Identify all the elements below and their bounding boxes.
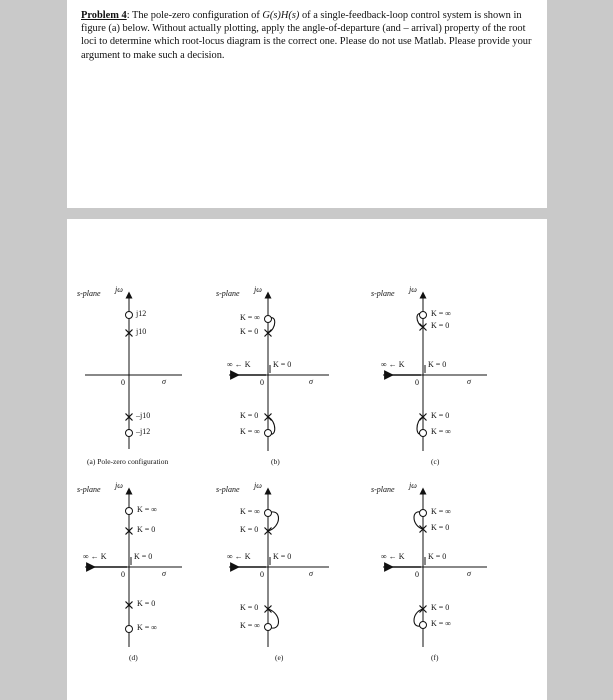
k-inf-lower-c: K = ∞ [431, 427, 451, 436]
caption-e: (e) [275, 653, 284, 662]
k-inf-upper-e: K = ∞ [240, 507, 260, 516]
k-zero-origin-c: K = 0 [428, 360, 447, 369]
k-zero-origin-e: K = 0 [273, 552, 292, 561]
k-inf-upper-c: K = ∞ [431, 309, 451, 318]
k-zero-upper-f: K = 0 [431, 523, 450, 532]
jw-label-c: jω [409, 285, 417, 294]
origin-label-b: 0 [260, 378, 264, 387]
origin-label-c: 0 [415, 378, 419, 387]
k-zero-upper-c: K = 0 [431, 321, 450, 330]
sigma-label-f: σ [467, 569, 471, 578]
origin-label-a: 0 [121, 378, 125, 387]
k-inf-lower-e: K = ∞ [240, 621, 260, 630]
k-inf-left-c: ∞ ← K [381, 360, 405, 369]
k-inf-upper-b: K = ∞ [240, 313, 260, 322]
origin-label-f: 0 [415, 570, 419, 579]
zero-upper-c [420, 312, 427, 319]
splane-label-d: s-plane [77, 485, 101, 494]
k-zero-lower-d: K = 0 [137, 599, 156, 608]
k-inf-upper-f: K = ∞ [431, 507, 451, 516]
caption-d: (d) [129, 653, 138, 662]
origin-label-d: 0 [121, 570, 125, 579]
label-minus-j10: –j10 [136, 411, 151, 420]
zero-upper-b [265, 316, 272, 323]
zero-upper-f [420, 510, 427, 517]
zero-lower-c [420, 430, 427, 437]
k-zero-lower-f: K = 0 [431, 603, 450, 612]
jw-label-f: jω [409, 481, 417, 490]
k-inf-lower-d: K = ∞ [137, 623, 157, 632]
caption-a: (a) Pole-zero configuration [87, 457, 169, 466]
k-zero-upper-d: K = 0 [137, 525, 156, 534]
zero-upper-d [126, 508, 133, 515]
problem-page [67, 0, 547, 208]
k-inf-lower-b: K = ∞ [240, 427, 260, 436]
jw-label-d: jω [115, 481, 123, 490]
k-inf-left-e: ∞ ← K [227, 552, 251, 561]
problem-title: Problem 4 [81, 10, 127, 21]
zero-upper-e [265, 510, 272, 517]
problem-statement: Problem 4: The pole-zero configuration of G(s)H(s) of a single-feedback-loop control system is shown in figure (a) below. Without actually plotting, apply the angle-of-departure (and – arrival) property of the root loci to determine which root-locus diagram is the correct one. Please do not use Matlab. Please provide your argument to make such a decision. [81, 10, 532, 61]
k-zero-origin-d: K = 0 [134, 552, 153, 561]
splane-label-e: s-plane [216, 485, 240, 494]
label-minus-j12: –j12 [136, 427, 151, 436]
sigma-label-c: σ [467, 377, 471, 386]
zero-lower-e [265, 624, 272, 631]
k-zero-origin-b: K = 0 [273, 360, 292, 369]
jw-label-e: jω [254, 481, 262, 490]
k-zero-origin-f: K = 0 [428, 552, 447, 561]
zero-lower-b [265, 430, 272, 437]
splane-label-b: s-plane [216, 289, 240, 298]
zero-lower-f [420, 622, 427, 629]
caption-f: (f) [431, 653, 439, 662]
sigma-label-a: σ [162, 377, 166, 386]
k-zero-lower-c: K = 0 [431, 411, 450, 420]
zero-lower-d [126, 626, 133, 633]
label-j12: j12 [136, 309, 147, 318]
sigma-label-b: σ [309, 377, 313, 386]
splane-label-f: s-plane [371, 485, 395, 494]
zero-lower-a [126, 430, 133, 437]
k-inf-lower-f: K = ∞ [431, 619, 451, 628]
caption-c: (c) [431, 457, 440, 466]
figure-page [67, 219, 547, 700]
jw-label-b: jω [254, 285, 262, 294]
k-zero-lower-b: K = 0 [240, 411, 259, 420]
splane-label-c: s-plane [371, 289, 395, 298]
sigma-label-d: σ [162, 569, 166, 578]
sigma-label-e: σ [309, 569, 313, 578]
k-zero-upper-b: K = 0 [240, 327, 259, 336]
jw-label-a: jω [115, 285, 123, 294]
origin-label-e: 0 [260, 570, 264, 579]
transfer-function: G(s)H(s) [262, 10, 300, 21]
k-inf-left-d: ∞ ← K [83, 552, 107, 561]
k-inf-upper-d: K = ∞ [137, 505, 157, 514]
k-inf-left-f: ∞ ← K [381, 552, 405, 561]
caption-b: (b) [271, 457, 280, 466]
k-zero-upper-e: K = 0 [240, 525, 259, 534]
k-inf-left-b: ∞ ← K [227, 360, 251, 369]
zero-upper-a [126, 312, 133, 319]
splane-label-a: s-plane [77, 289, 101, 298]
label-j10: j10 [136, 327, 147, 336]
k-zero-lower-e: K = 0 [240, 603, 259, 612]
